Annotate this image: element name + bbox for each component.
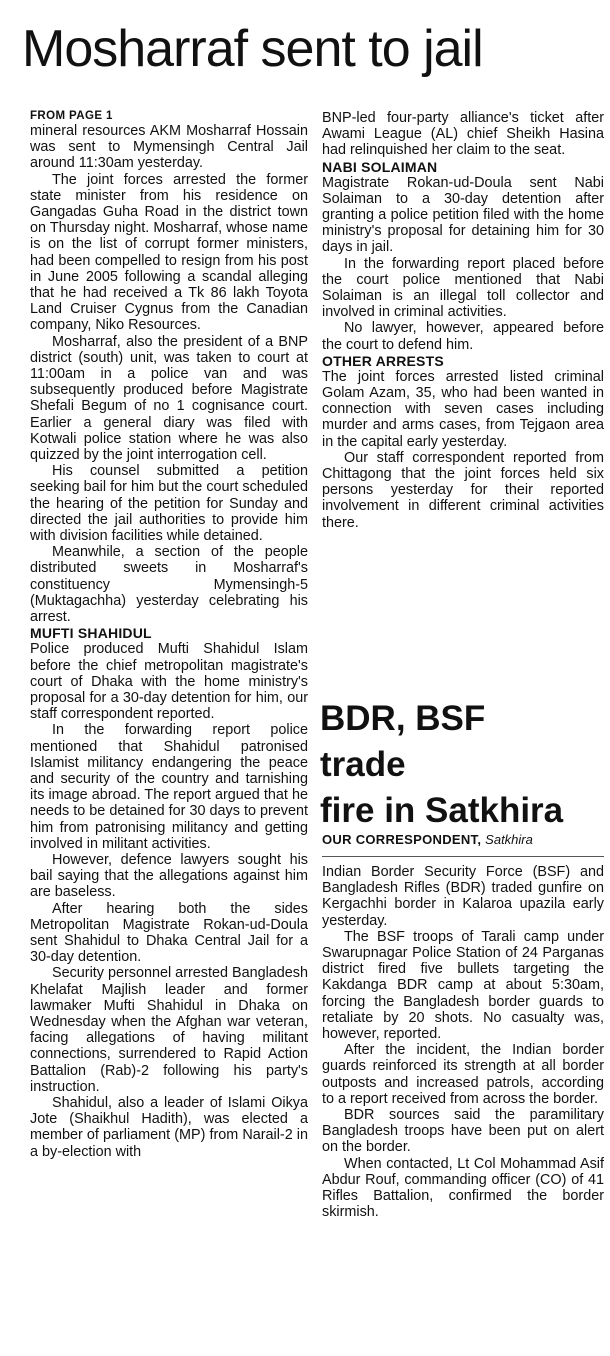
paragraph: Mosharraf, also the president of a BNP district (south) unit, was taken to court at 11:00am in a police van and was subsequently produced before Magistrate Shefali Begum of no 1 cognisance court. Earlier a general diary was filed with Kotwali police station where he was also quizzed by the joint interrogation cell. [30, 333, 308, 464]
subhead-nabi-solaiman: NABI SOLAIMAN [322, 158, 438, 175]
story2-headline-line: BDR, BSF [320, 699, 486, 738]
paragraph: BNP-led four-party alliance's ticket after Awami League (AL) chief Sheikh Hasina had relinquished her claim to the seat. [322, 110, 604, 159]
paragraph: The BSF troops of Tarali camp under Swarupnagar Police Station of 24 Parganas district fired five bullets targeting the Kakdanga BDR camp at about 5:30am, forcing the Bangladesh border guards to retaliate by 20 shots. No casualty was, however, reported. [322, 928, 604, 1043]
paragraph: Indian Border Security Force (BSF) and Bangladesh Rifles (BDR) traded gunfire on Kergachhi border in Kalaroa upazila early yesterday. [322, 864, 604, 929]
paragraph: BDR sources said the paramilitary Bangladesh troops have been put on alert on the border. [322, 1107, 604, 1156]
byline-author: OUR CORRESPONDENT, [322, 832, 482, 847]
paragraph: His counsel submitted a petition seeking bail for him but the court scheduled the hearing of the petition for Sunday and directed the jail authorities to provide him with division facilities while detained. [30, 463, 308, 545]
byline-location: Satkhira [485, 832, 533, 847]
paragraph: Shahidul, also a leader of Islami Oikya Jote (Shaikhul Hadith), was elected a member of parliament (MP) from Narail-2 in a by-election with [30, 1094, 308, 1160]
paragraph: The joint forces arrested the former state minister from his residence on Gangadas Guha Road in the district town on Thursday night. Mosharraf, whose name is on the list of corrupt former ministers, had been compelled to resign from his post in June 2005 following a scandal alleging that he had received a Tk 86 lakh Toyota Land Cruiser Cygnus from the Canadian company, Niko Resources. [30, 171, 308, 334]
subhead-other-arrests: OTHER ARRESTS [322, 352, 444, 369]
story2-headline-line: fire in Satkhira [320, 791, 564, 830]
right-column-top [322, 110, 604, 531]
paragraph: When contacted, Lt Col Mohammad Asif Abdur Rouf, commanding officer (CO) of 41 Rifles Battalion, confirmed the border skirmish. [322, 1155, 604, 1221]
kicker: FROM PAGE 1 [30, 110, 113, 122]
subhead-mufti-shahidul: MUFTI SHAHIDUL [30, 625, 152, 642]
paragraph: Police produced Mufti Shahidul Islam before the chief metropolitan magistrate's court of Dhaka with the home ministry's proposal for a 30-day detention for him, our staff correspondent reported. [30, 641, 308, 723]
paragraph: After hearing both the sides Metropolitan Magistrate Rokan-ud-Doula sent Shahidul to Dhaka Central Jail for a 30-day detention. [30, 900, 308, 966]
paragraph: In the forwarding report police mentioned that Shahidul patronised Islamist militancy endangering the peace and security of the country and tarnishing its image abroad. The report argued that he needs to be detained for 30 days to prevent him from patronising militancy and getting involved in militant activities. [30, 722, 308, 852]
story2-body [322, 864, 604, 1220]
paragraph: Magistrate Rokan-ud-Doula sent Nabi Solaiman to a 30-day detention after granting a police petition filed with the home ministry's proposal for detaining him for 30 days in jail. [322, 174, 604, 256]
paragraph: Our staff correspondent reported from Chittagong that the joint forces held six persons yesterday for their reported involvement in different criminal activities there. [322, 449, 604, 531]
byline [322, 832, 604, 847]
paragraph: Meanwhile, a section of the people distributed sweets in Mosharraf's constituency Mymensingh-5 (Muktagachha) yesterday celebrating his arrest. [30, 544, 308, 626]
paragraph: The joint forces arrested listed criminal Golam Azam, 35, who had been wanted in connection with seven cases including murder and arms cases, from Tejgaon area in the capital early yesterday. [322, 368, 604, 450]
paragraph: mineral resources AKM Mosharraf Hossain was sent to Mymensingh Central Jail around 11:30am yesterday. [30, 123, 308, 172]
paragraph: However, defence lawyers sought his bail saying that the allegations against him are baseless. [30, 851, 308, 901]
left-column [30, 110, 308, 1160]
paragraph: Security personnel arrested Bangladesh Khelafat Majlish leader and former lawmaker Mufti Shahidul in Dhaka on Wednesday when the Afghan war veteran, facing allegations of having militant connections, surrendered to Rapid Action Battalion (Rab)-2 following his party's instruction. [30, 965, 308, 1095]
paragraph: After the incident, the Indian border guards reinforced its strength at all border outposts and increased patrols, according to a report received from across the border. [322, 1042, 604, 1107]
story2-headline-line: trade [320, 745, 406, 784]
story2-headline [320, 696, 604, 834]
paragraph: In the forwarding report placed before the court police mentioned that Nabi Solaiman is an illegal toll collector and involved in criminal activities. [322, 255, 604, 321]
paragraph: No lawyer, however, appeared before the court to defend him. [322, 320, 604, 353]
headline: Mosharraf sent to jail [22, 20, 483, 78]
byline-divider [322, 856, 604, 857]
